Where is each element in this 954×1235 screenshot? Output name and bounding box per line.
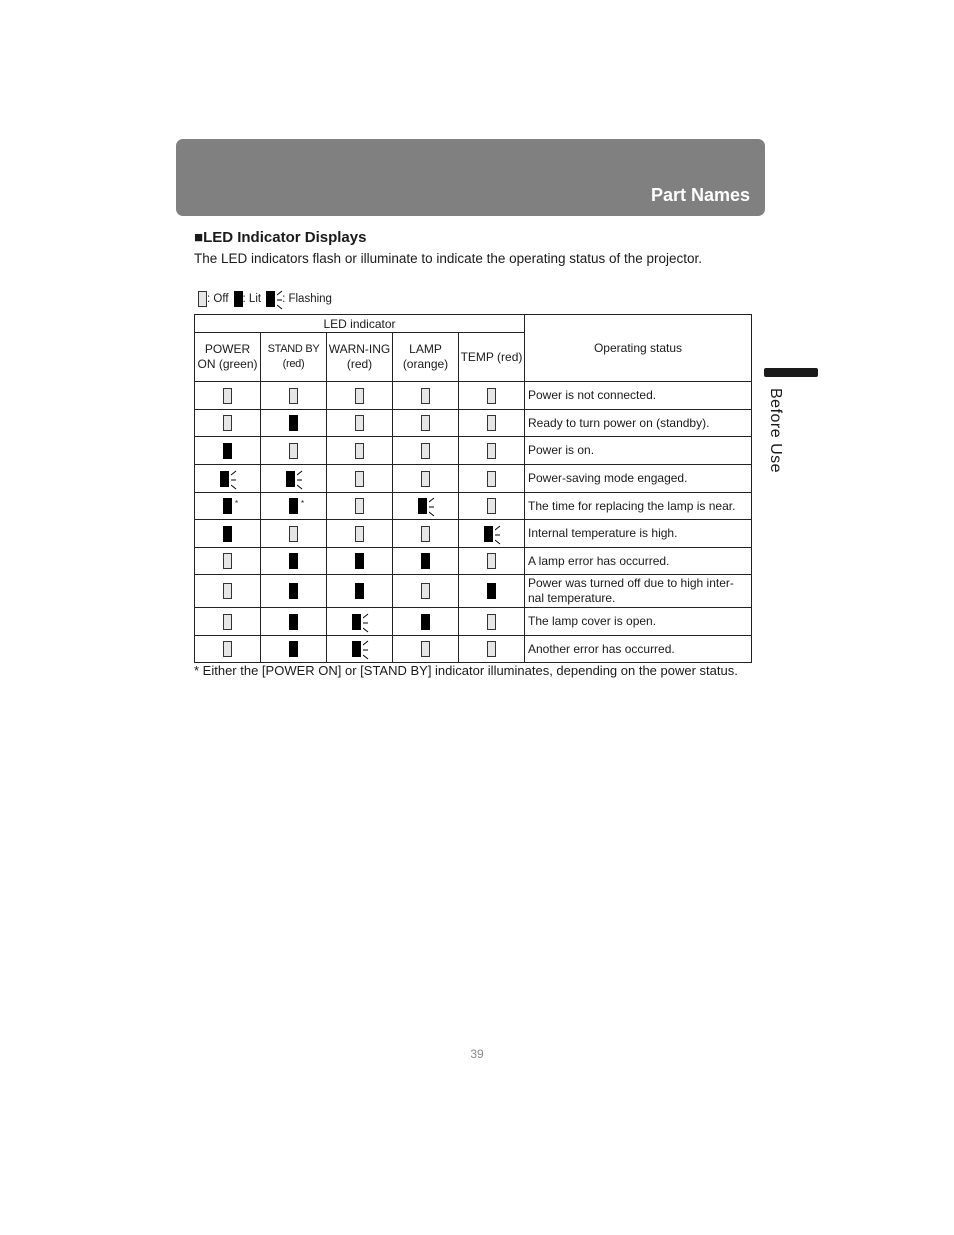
- led-off-icon: [421, 471, 430, 487]
- led-off-icon: [355, 415, 364, 431]
- led-cell: [393, 520, 459, 548]
- led-off-icon: [421, 583, 430, 599]
- led-cell: [327, 465, 393, 493]
- led-off-icon: [223, 583, 232, 599]
- led-cell: [261, 382, 327, 410]
- led-flashing-icon: [484, 526, 493, 542]
- led-cell: [195, 437, 261, 465]
- led-cell: [261, 548, 327, 575]
- led-off-icon: [289, 388, 298, 404]
- led-table-body: [195, 382, 752, 663]
- led-cell: [261, 520, 327, 548]
- column-header-warning: WARN-ING (red): [327, 333, 393, 382]
- led-cell: [459, 493, 525, 520]
- led-off-icon: [421, 526, 430, 542]
- table-row: [195, 636, 752, 663]
- operating-status-cell: Power was turned off due to high inter-nal temperature.: [525, 575, 752, 608]
- led-cell: [261, 575, 327, 608]
- led-off-icon: [421, 415, 430, 431]
- table-row: [195, 608, 752, 636]
- led-cell: [261, 410, 327, 437]
- led-off-icon: [487, 498, 496, 514]
- led-off-icon: [223, 388, 232, 404]
- led-lit-icon: [289, 583, 298, 599]
- table-row: [195, 493, 752, 520]
- header-band: [176, 139, 765, 216]
- led-lit-icon: [289, 553, 298, 569]
- led-lit-icon: [234, 291, 243, 307]
- operating-status-cell: The time for replacing the lamp is near.: [525, 493, 752, 520]
- led-off-icon: [355, 526, 364, 542]
- led-lit-icon: [289, 614, 298, 630]
- led-flashing-icon: [352, 614, 361, 630]
- led-lit-icon: [223, 526, 232, 542]
- led-flashing-icon: [286, 471, 295, 487]
- led-off-icon: [223, 614, 232, 630]
- led-off-icon: [289, 443, 298, 459]
- led-off-icon: [487, 415, 496, 431]
- table-row: [195, 410, 752, 437]
- table-row: [195, 382, 752, 410]
- page-title: Part Names: [650, 185, 750, 205]
- led-cell: [327, 382, 393, 410]
- led-cell: [195, 608, 261, 636]
- led-off-icon: [487, 641, 496, 657]
- side-tab-bar: [764, 368, 818, 377]
- table-row: [195, 465, 752, 493]
- led-flashing-icon: [220, 471, 229, 487]
- led-lit-icon: [355, 583, 364, 599]
- led-cell: [327, 548, 393, 575]
- led-cell: [195, 548, 261, 575]
- led-cell: [261, 636, 327, 663]
- led-lit-icon: [421, 614, 430, 630]
- column-header-stand-by: STAND BY (red): [261, 333, 327, 382]
- table-row: [195, 548, 752, 575]
- led-cell: [393, 465, 459, 493]
- led-lit-icon: [421, 553, 430, 569]
- led-off-icon: [487, 388, 496, 404]
- led-cell: [327, 608, 393, 636]
- led-cell: [459, 608, 525, 636]
- led-off-icon: [487, 553, 496, 569]
- led-cell: [327, 437, 393, 465]
- led-flashing-icon: [352, 641, 361, 657]
- led-cell: [459, 575, 525, 608]
- led-cell: [261, 437, 327, 465]
- led-indicator-header: LED indicator: [195, 315, 525, 333]
- column-header-power-on: POWER ON (green): [195, 333, 261, 382]
- led-off-icon: [355, 498, 364, 514]
- operating-status-cell: A lamp error has occurred.: [525, 548, 752, 575]
- column-header-lamp: LAMP (orange): [393, 333, 459, 382]
- intro-text: The LED indicators flash or illuminate to indicate the operating status of the projector.: [194, 251, 703, 266]
- led-off-icon: [355, 471, 364, 487]
- led-cell: [327, 520, 393, 548]
- operating-status-header: Operating status: [525, 315, 752, 382]
- led-cell: [327, 575, 393, 608]
- led-cell: [195, 465, 261, 493]
- led-off-icon: [421, 388, 430, 404]
- operating-status-cell: Internal temperature is high.: [525, 520, 752, 548]
- led-off-icon: [223, 641, 232, 657]
- led-cell: [261, 493, 327, 520]
- led-cell: [459, 636, 525, 663]
- led-cell: [195, 493, 261, 520]
- led-lit-icon: [289, 415, 298, 431]
- legend-off-label: : Off: [207, 293, 229, 305]
- legend-flashing-label: : Flashing: [282, 293, 332, 305]
- led-flashing-icon: [418, 498, 427, 514]
- led-cell: [393, 410, 459, 437]
- led-off-icon: [487, 471, 496, 487]
- operating-status-cell: Another error has occurred.: [525, 636, 752, 663]
- operating-status-cell: Power-saving mode engaged.: [525, 465, 752, 493]
- led-cell: [459, 520, 525, 548]
- led-cell: [261, 465, 327, 493]
- led-cell: [459, 437, 525, 465]
- led-cell: [459, 382, 525, 410]
- led-cell: [393, 382, 459, 410]
- led-off-icon: [421, 443, 430, 459]
- table-row: [195, 520, 752, 548]
- led-cell: [327, 636, 393, 663]
- section-title: [194, 229, 366, 246]
- column-header-temp: TEMP (red): [459, 333, 525, 382]
- side-tab-label: Before Use: [767, 388, 784, 474]
- led-cell: [195, 520, 261, 548]
- operating-status-cell: Power is on.: [525, 437, 752, 465]
- led-cell: [195, 636, 261, 663]
- operating-status-cell: The lamp cover is open.: [525, 608, 752, 636]
- led-cell: [327, 493, 393, 520]
- led-indicator-table: [194, 314, 752, 663]
- led-cell: [459, 410, 525, 437]
- led-cell: [195, 410, 261, 437]
- led-off-icon: [223, 553, 232, 569]
- led-cell: [459, 465, 525, 493]
- led-off-icon: [223, 415, 232, 431]
- legend-lit-label: : Lit: [242, 293, 262, 305]
- led-cell: [393, 575, 459, 608]
- page-number: 39: [470, 1047, 484, 1061]
- legend: [198, 291, 337, 307]
- footnote: * Either the [POWER ON] or [STAND BY] indicator illuminates, depending on the power status.: [194, 663, 738, 678]
- led-flashing-icon: [266, 291, 275, 307]
- led-lit-icon: [223, 443, 232, 459]
- led-off-icon: [355, 388, 364, 404]
- led-lit-icon: [355, 553, 364, 569]
- led-off-icon: [487, 614, 496, 630]
- led-off-icon: [289, 526, 298, 542]
- led-cell: [459, 548, 525, 575]
- led-lit-icon: [289, 641, 298, 657]
- led-off-icon: [198, 291, 207, 307]
- led-off-icon: [487, 443, 496, 459]
- led-cell: [393, 437, 459, 465]
- footnote-marker: *: [235, 499, 239, 508]
- led-lit-icon: [487, 583, 496, 599]
- operating-status-cell: Ready to turn power on (standby).: [525, 410, 752, 437]
- led-cell: [261, 608, 327, 636]
- led-lit-icon: [223, 498, 232, 514]
- led-off-icon: [421, 641, 430, 657]
- led-lit-icon: [289, 498, 298, 514]
- led-cell: [393, 608, 459, 636]
- led-cell: [327, 410, 393, 437]
- footnote-marker: *: [301, 499, 305, 508]
- section-title-text: LED Indicator Displays: [203, 229, 367, 246]
- led-off-icon: [355, 443, 364, 459]
- section-marker: ■: [194, 229, 204, 246]
- operating-status-cell: Power is not connected.: [525, 382, 752, 410]
- led-cell: [393, 636, 459, 663]
- table-row: [195, 575, 752, 608]
- led-cell: [195, 575, 261, 608]
- table-row: [195, 437, 752, 465]
- led-cell: [393, 493, 459, 520]
- led-cell: [195, 382, 261, 410]
- led-cell: [393, 548, 459, 575]
